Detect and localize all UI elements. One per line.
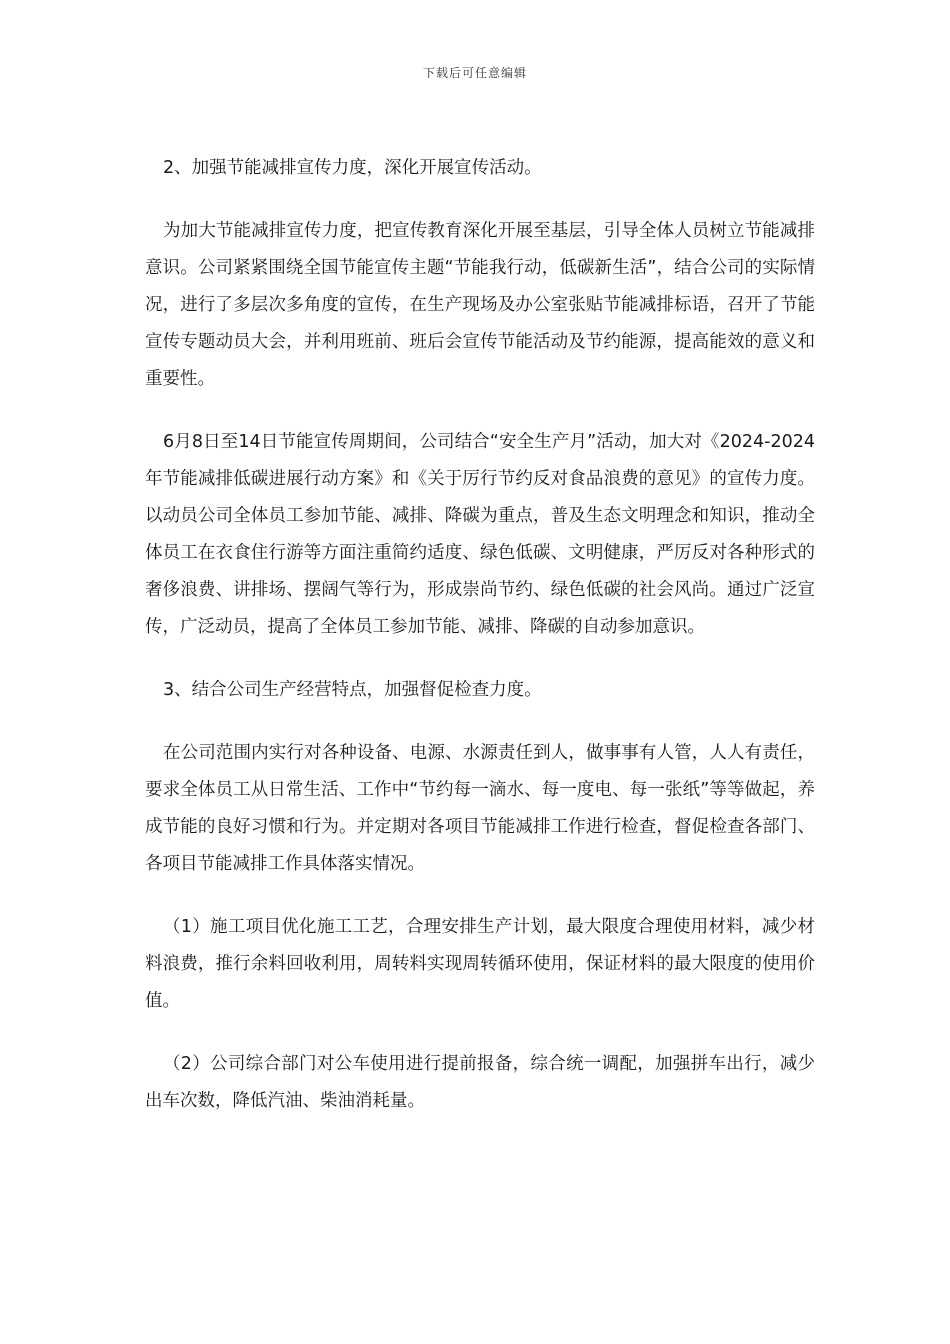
paragraph-publicity: 为加大节能减排宣传力度，把宣传教育深化开展至基层，引导全体人员树立节能减排意识。公司紧紧围绕全国节能宣传主题“节能我行动，低碳新生活”，结合公司的实际情况，进行了多层次多角度的宣传，在生产现场及办公室张贴节能减排标语，召开了节能宣传专题动员大会，并利用班前、班后会宣传节能活动及节约能源，提高能效的意义和重要性。 — [145, 221, 815, 389]
list-item-2: （2）公司综合部门对公车使用进行提前报备，综合统一调配，加强拼车出行，减少出车次数，降低汽油、柴油消耗量。 — [145, 1054, 815, 1111]
document-body — [145, 150, 815, 1146]
section-heading-2: 2、加强节能减排宣传力度，深化开展宣传活动。 — [163, 158, 542, 178]
section-heading-3: 3、结合公司生产经营特点，加强督促检查力度。 — [163, 680, 542, 700]
page-header: 下载后可任意编辑 — [422, 66, 527, 80]
paragraph-supervision: 在公司范围内实行对各种设备、电源、水源责任到人，做事事有人管，人人有责任，要求全体员工从日常生活、工作中“节约每一滴水、每一度电、每一张纸”等等做起，养成节能的良好习惯和行为。并定期对各项目节能减排工作进行检查，督促检查各部门、各项目节能减排工作具体落实情况。 — [145, 743, 815, 874]
list-item-1: （1）施工项目优化施工工艺，合理安排生产计划，最大限度合理使用材料，减少材料浪费，推行余料回收利用，周转料实现周转循环使用，保证材料的最大限度的使用价值。 — [145, 917, 815, 1011]
paragraph-energy-week: 6月8日至14日节能宣传周期间，公司结合“安全生产月”活动，加大对《2024-2024年节能减排低碳进展行动方案》和《关于厉行节约反对食品浪费的意见》的宣传力度。以动员公司全体员工参加节能、减排、降碳为重点，普及生态文明理念和知识，推动全体员工在衣食住行游等方面注重简约适度、绿色低碳、文明健康，严厉反对各种形式的奢侈浪费、讲排场、摆阔气等行为，形成崇尚节约、绿色低碳的社会风尚。通过广泛宣传，广泛动员，提高了全体员工参加节能、减排、降碳的自动参加意识。 — [145, 432, 815, 637]
